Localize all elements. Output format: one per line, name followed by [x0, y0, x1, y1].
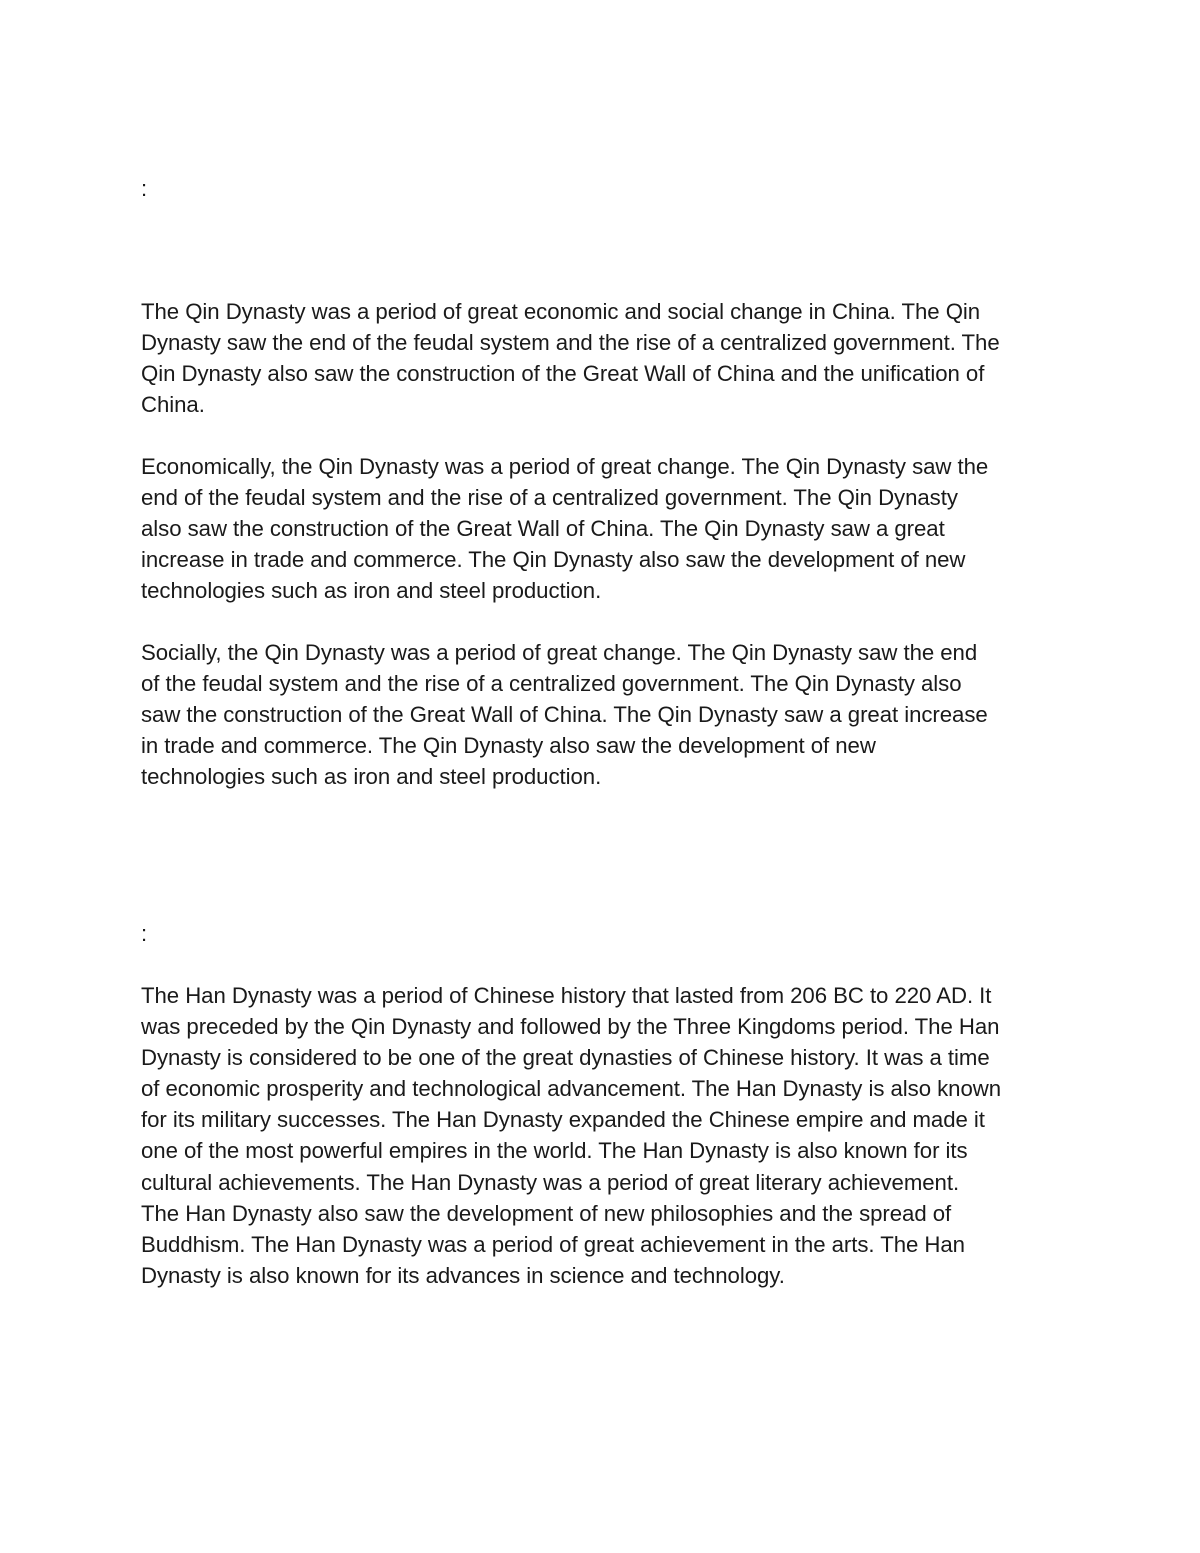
section-marker-han: :: [141, 921, 148, 946]
paragraph-qin-economic: Economically, the Qin Dynasty was a period of great change. The Qin Dynasty saw the end of the feudal system and the rise of a centralized government. The Qin Dynasty also saw the construction of the Great Wall of China. The Qin Dynasty saw a great increase in trade and commerce. The Qin Dynasty also saw the development of new technologies such as iron and steel production.: [141, 454, 989, 604]
paragraph-qin-intro: The Qin Dynasty was a period of great economic and social change in China. The Qin Dynasty saw the end of the feudal system and the rise of a centralized government. The Qin Dynasty also saw the construction of the Great Wall of China and the unification of China.: [141, 299, 1000, 418]
paragraph-han: The Han Dynasty was a period of Chinese history that lasted from 206 BC to 220 AD. It was preceded by the Qin Dynasty and followed by the Three Kingdoms period. The Han Dynasty is considered to be one of the great dynasties of Chinese history. It was a time of economic prosperity and technological advancement. The Han Dynasty is also known for its military successes. The Han Dynasty expanded the Chinese empire and made it one of the most powerful empires in the world. The Han Dynasty is also known for its cultural achievements. The Han Dynasty was a period of great literary achievement. The Han Dynasty also saw the development of new philosophies and the spread of Buddhism. The Han Dynasty was a period of great achievement in the arts. The Han Dynasty is also known for its advances in science and technology.: [141, 983, 1001, 1288]
paragraph-qin-social: Socially, the Qin Dynasty was a period of great change. The Qin Dynasty saw the end of the feudal system and the rise of a centralized government. The Qin Dynasty also saw the construction of the Great Wall of China. The Qin Dynasty saw a great increase in trade and commerce. The Qin Dynasty also saw the development of new technologies such as iron and steel production.: [141, 640, 988, 790]
section-marker-qin: :: [141, 176, 148, 201]
